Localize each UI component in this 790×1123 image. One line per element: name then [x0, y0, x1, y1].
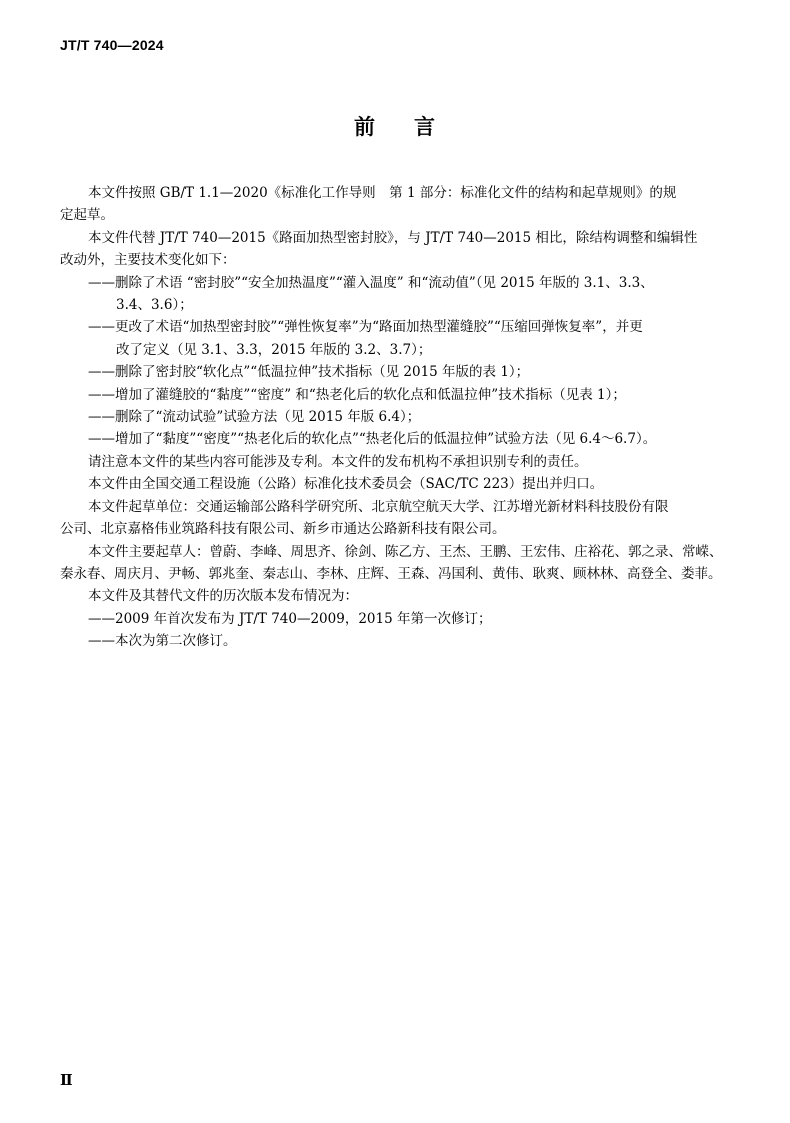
paragraph-drafters: [60, 541, 734, 586]
paragraph-history-intro: [88, 585, 734, 607]
text-line: 本文件由全国交通工程设施（公路）标准化技术委员会（SAC/TC 223）提出并归口。: [88, 476, 604, 493]
text-line: ——增加了灌缝胶的“黏度”“密度” 和“热老化后的软化点和低温拉伸”技术指标（见表 1）；: [88, 386, 626, 403]
text-line: 秦永春、周庆月、尹畅、郭兆奎、秦志山、李林、庄辉、王森、冯国利、黄伟、耿爽、顾林林、高登全、娄菲。: [60, 565, 722, 582]
paragraph-proposer: [88, 473, 734, 495]
text-line: 改动外，主要技术变化如下：: [60, 252, 236, 269]
text-line: 公司、北京嘉格伟业筑路科技有限公司、新乡市通达公路新科技有限公司。: [60, 521, 506, 538]
text-line: ——删除了“流动试验”试验方法（见 2015 年版 6.4）；: [88, 409, 421, 426]
text-line: 请注意本文件的某些内容可能涉及专利。本文件的发布机构不承担识别专利的责任。: [88, 453, 588, 470]
list-item: [88, 384, 734, 406]
text-line: ——删除了术语 “密封胶”“安全加热温度”“灌入温度” 和“流动值”（见 2015 年版的 3.1、3.3、: [88, 274, 654, 291]
text-line: 改了定义（见 3.1、3.3，2015 年版的 3.2、3.7）；: [116, 341, 432, 358]
paragraph-drafting-units: [60, 496, 734, 541]
text-line: 3.4、3.6）；: [116, 297, 193, 314]
history-item: [88, 608, 734, 630]
title-char-2: 言: [414, 115, 436, 139]
text-line: ——增加了“黏度”“密度”“热老化后的软化点”“热老化后的低温拉伸”试验方法（见 6.4～6.7）。: [88, 431, 657, 448]
list-item: [88, 428, 734, 450]
text-line: 本文件及其替代文件的历次版本发布情况为：: [88, 588, 358, 605]
text-line: ——2009 年首次发布为 JT/T 740—2009，2015 年第一次修订；: [88, 610, 492, 627]
history-item: [88, 630, 734, 652]
page-title: [0, 111, 790, 141]
paragraph-drafting-rules: [60, 182, 734, 227]
document-code: JT/T 740—2024: [60, 37, 164, 53]
text-line: 本文件按照 GB/T 1.1—2020《标准化工作导则 第 1 部分：标准化文件的结构和起草规则》的规: [88, 185, 677, 201]
title-char-1: 前: [354, 115, 376, 139]
text-line: ——本次为第二次修订。: [88, 633, 237, 650]
list-item: [88, 406, 734, 428]
text-line: 本文件主要起草人：曾蔚、李峰、周思齐、徐剑、陈乙方、王杰、王鹏、王宏伟、庄裕花、郭之录、常嵘、: [88, 543, 723, 560]
text-line: ——删除了密封胶“软化点”“低温拉伸”技术指标（见 2015 年版的表 1）；: [88, 364, 530, 381]
list-item: [88, 361, 734, 383]
paragraph-patent-notice: [88, 451, 734, 473]
text-line: 本文件代替 JT/T 740—2015《路面加热型密封胶》，与 JT/T 740—2015 相比，除结构调整和编辑性: [88, 229, 698, 246]
text-line: ——更改了术语“加热型密封胶”“弹性恢复率”为“路面加热型灌缝胶”“压缩回弹恢复率”，并更: [88, 319, 643, 336]
list-item: [88, 272, 734, 317]
paragraph-replacement: [60, 227, 734, 272]
foreword-body: [60, 182, 734, 653]
page-number: Ⅱ: [60, 1071, 73, 1089]
list-item: [88, 316, 734, 361]
text-line: 本文件起草单位：交通运输部公路科学研究所、北京航空航天大学、江苏增光新材料科技股份有限: [88, 498, 669, 515]
text-line: 定起草。: [60, 207, 114, 224]
